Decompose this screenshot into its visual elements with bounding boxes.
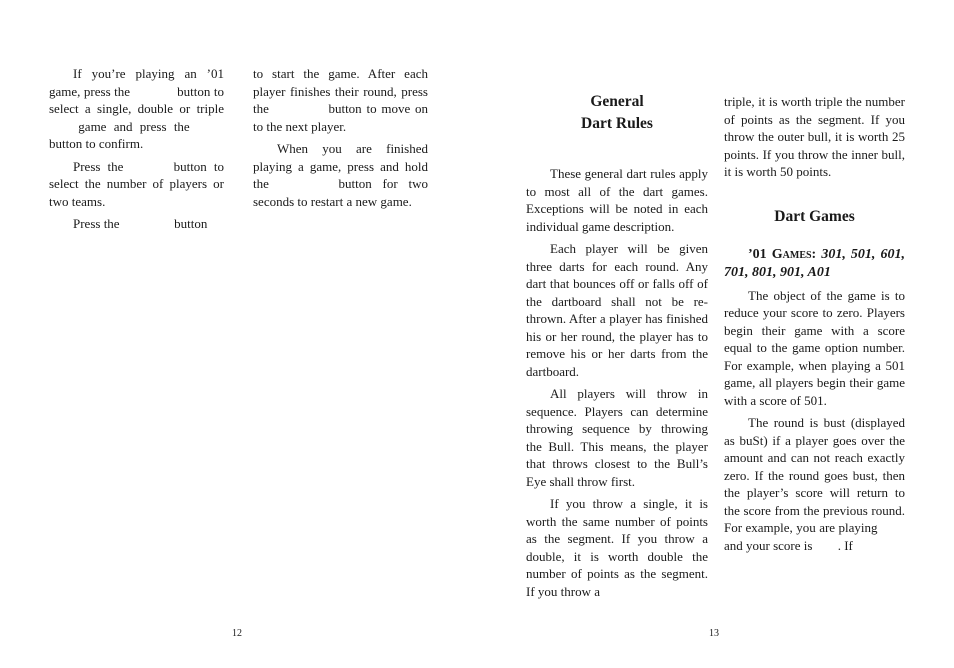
paragraph: triple, it is worth triple the number of points as the segment. If you throw the outer bull, it is worth 25 points. If you throw the inner bull, it is worth 50 points. [724, 94, 905, 179]
paragraph: Each player will be given three darts for each round. Any dart that bounces off or falls off of the dartboard shall not be re-thrown. After a player has finished his or her round, the player has to remove his or her darts from the dartboard. [526, 241, 708, 379]
subsection-prefix: ’01 [748, 246, 772, 262]
left-page-column-1 [49, 65, 224, 238]
section-heading: Dart Games [774, 207, 855, 225]
page-number: 12 [232, 628, 242, 639]
paragraph [253, 65, 428, 135]
section-heading-line-1: General [590, 93, 644, 110]
text-run: button to select the number of players or two teams. [49, 158, 224, 209]
paragraph [49, 215, 224, 233]
text-run: If you’re playing an ’01 game, press the [49, 66, 224, 99]
paragraph [724, 414, 905, 554]
right-page-column-2 [724, 93, 905, 559]
text-run: button to confirm. [49, 136, 144, 151]
text-run: to start the game. After each player finishes their round, press the [253, 66, 428, 116]
text-run: game and press the [78, 118, 190, 134]
text-run: Press the [73, 216, 120, 231]
text-run: The round is bust (displayed as buSt) if a player goes over the amount and can not reach exactly zero. If the round goes bust, then the player’s score will return to the score from the previous round. For example, you are playing [724, 415, 905, 535]
paragraph: These general dart rules apply to most all of the dart games. Exceptions will be noted in each individual game description. [526, 166, 708, 234]
text-run: When you are finished playing a game, press and hold the [253, 141, 428, 191]
paragraph [253, 140, 428, 210]
text-run: button for two seconds to restart a new game. [253, 176, 429, 209]
text-run: Press the [73, 158, 124, 174]
paragraph: All players will throw in sequence. Players can determine throwing sequence by throwing the Bull. This means, the player that throws closest to the Bull’s Eye shall throw first. [526, 386, 708, 489]
text-run: button to select a single, double or triple [49, 83, 224, 116]
page-number: 13 [709, 628, 719, 639]
paragraph [49, 65, 224, 153]
left-page-column-2 [253, 65, 428, 215]
game-list: 301, 501, 601, 701, 801, 901, A01 [724, 246, 905, 280]
paragraph: If you throw a single, it is worth the same number of points as the segment. If you throw a double, it is worth double the number of points as the segment. If you throw a [526, 496, 708, 599]
paragraph: The object of the game is to reduce your score to zero. Players begin their game with a score equal to the game option number. For example, when playing a 501 game, all players begin their game with a score of 501. [724, 287, 905, 408]
right-page-column-1 [526, 65, 708, 605]
text-run: button [174, 216, 208, 231]
text-run: . If [837, 537, 853, 553]
paragraph [49, 158, 224, 211]
subsection-label: Games: [771, 246, 817, 262]
section-heading-line-2: Dart Rules [581, 115, 653, 132]
text-run: button to move on to the next player. [253, 101, 429, 134]
text-run: and your score is [724, 537, 813, 553]
subsection-heading [724, 246, 905, 282]
